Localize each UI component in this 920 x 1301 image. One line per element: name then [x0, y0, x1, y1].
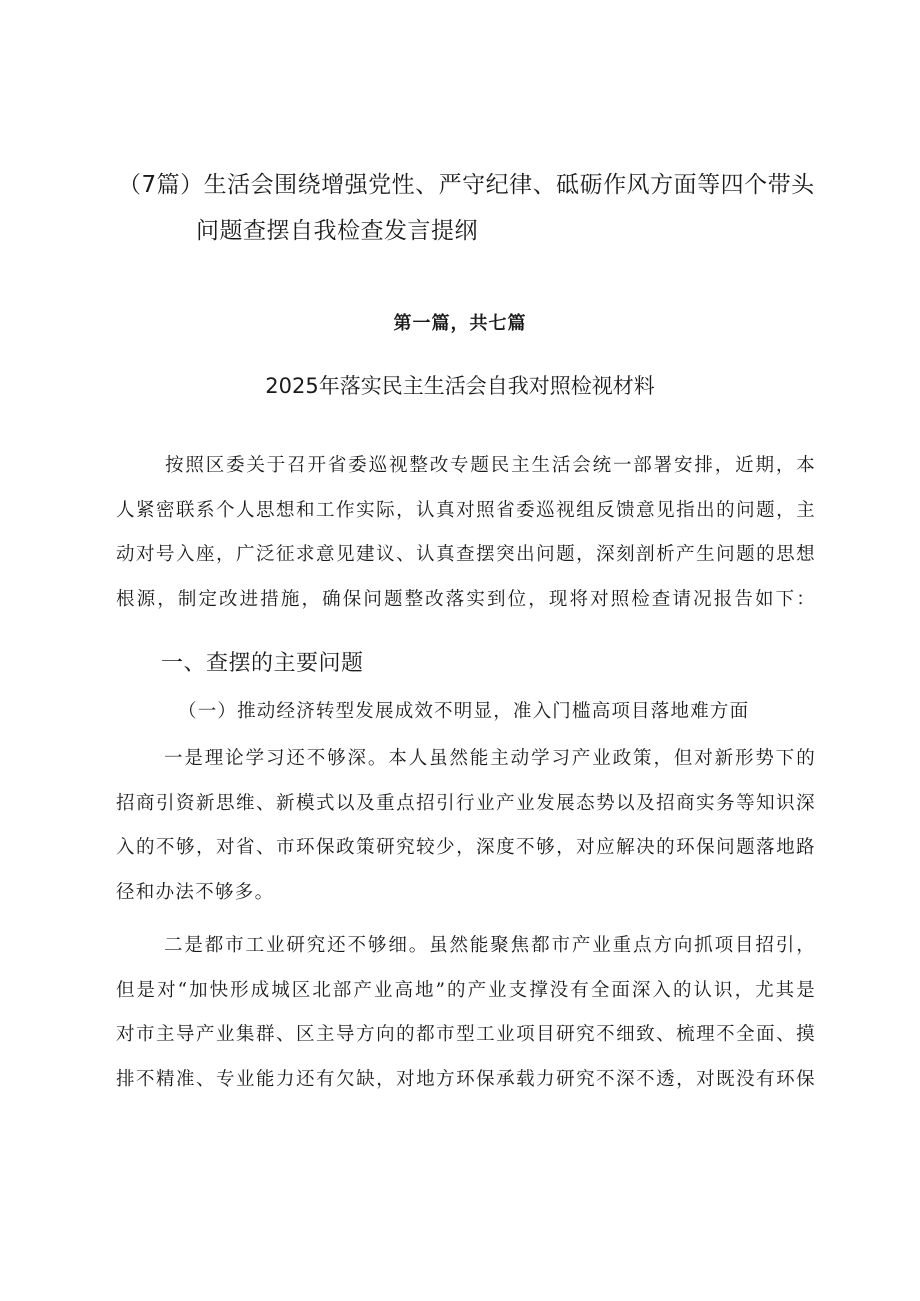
- point-1-paragraph: [116, 737, 816, 915]
- point-2-line: 二是都市工业研究还不够细。虽然能聚焦都市产业重点方向抓项目招引，: [164, 935, 816, 956]
- point-2-line: 对市主导产业集群、区主导方向的都市型工业项目研究不细致、梳理不全面、摸: [116, 1024, 816, 1046]
- subsection-heading: （一）推动经济转型发展成效不明显，准入门槛高项目落地难方面: [178, 701, 750, 722]
- point-2-paragraph: [116, 924, 816, 1102]
- document-title-line-1: （7篇）生活会围绕增强党性、严守纪律、砥砺作风方面等四个带头: [118, 172, 815, 198]
- document-title-line-2: 问题查摆自我检查发言提纲: [196, 218, 478, 244]
- intro-line: 动对号入座，广泛征求意见建议、认真查摆突出问题，深刻剖析产生问题的思想: [116, 544, 816, 566]
- intro-line: 根源，制定改进措施，确保问题整改落实到位，现将对照检查请况报告如下：: [116, 588, 816, 610]
- intro-line: 人紧密联系个人思想和工作实际，认真对照省委巡视组反馈意见指出的问题，主: [116, 499, 816, 521]
- point-2-line: 排不精准、专业能力还有欠缺，对地方环保承载力研究不深不透，对既没有环保: [116, 1068, 816, 1090]
- part-label: 第一篇，共七篇: [393, 313, 527, 334]
- section-heading: 一、查摆的主要问题: [161, 651, 364, 676]
- point-1-line: 招商引资新思维、新模式以及重点招引行业产业发展态势以及招商实务等知识深: [116, 792, 816, 814]
- point-2-line: 但是对“加快形成城区北部产业高地”的产业支撑没有全面深入的认识，尤其是: [116, 979, 816, 1001]
- intro-paragraph: [116, 444, 816, 622]
- point-1-line: 径和办法不够多。: [116, 881, 275, 903]
- point-1-line: 一是理论学习还不够深。本人虽然能主动学习产业政策，但对新形势下的: [164, 748, 816, 769]
- intro-line: 按照区委关于召开省委巡视整改专题民主生活会统一部署安排，近期，本: [165, 455, 816, 476]
- point-1-line: 入的不够，对省、市环保政策研究较少，深度不够，对应解决的环保问题落地路: [116, 837, 816, 859]
- material-title: 2025年落实民主生活会自我对照检视材料: [265, 374, 655, 398]
